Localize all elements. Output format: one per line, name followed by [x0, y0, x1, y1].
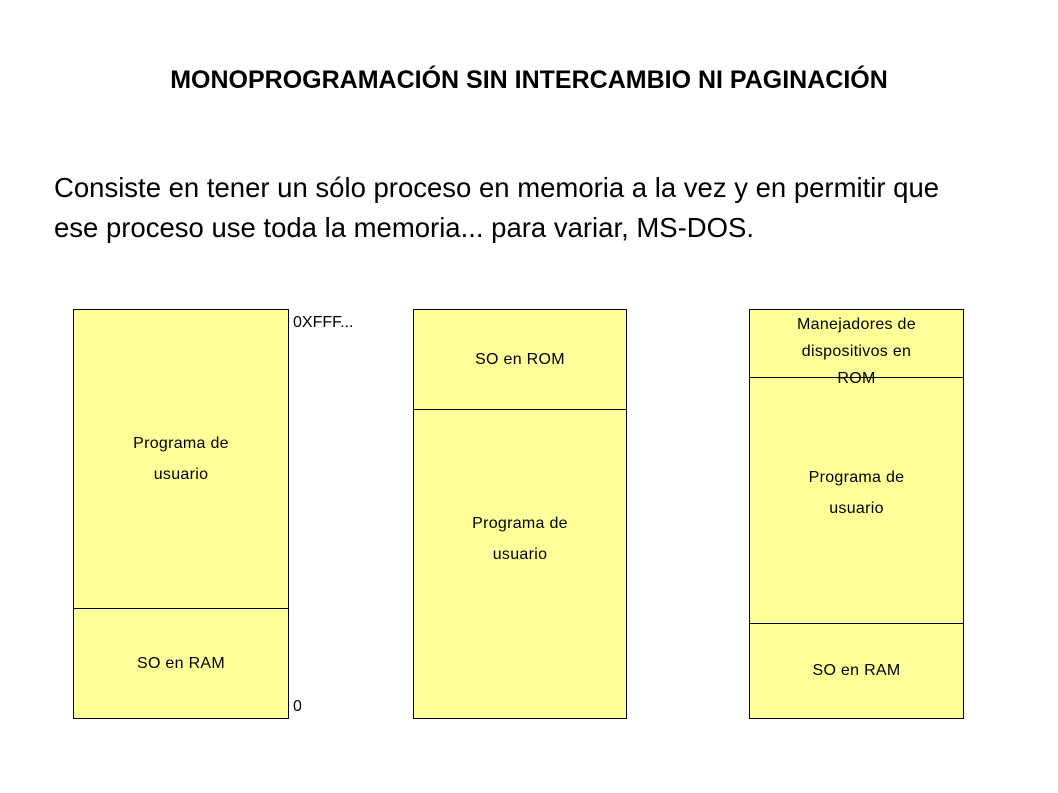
address-bottom-label: 0 — [293, 698, 302, 715]
slide-title: MONOPROGRAMACIÓN SIN INTERCAMBIO NI PAGINACIÓN — [170, 66, 888, 94]
label-line: Programa de — [133, 435, 229, 452]
segment-user-program — [74, 310, 288, 608]
segment-label — [475, 344, 565, 375]
segment-label — [812, 655, 900, 686]
segment-os-ram — [750, 623, 963, 718]
segment-user-program — [750, 438, 963, 548]
segment-os-rom — [414, 310, 626, 409]
label-line: usuario — [492, 546, 548, 563]
label-line: Programa de — [808, 469, 905, 486]
memory-diagram-2 — [413, 309, 627, 719]
label-line: Programa de — [472, 515, 568, 532]
segment-user-program — [414, 409, 626, 669]
segment-device-drivers-rom — [750, 310, 963, 397]
label-line: SO en RAM — [136, 654, 226, 672]
segment-label — [137, 648, 225, 679]
description-paragraph: Consiste en tener un sólo proceso en memoria a la vez y en permitir que ese proceso use toda la memoria... para variar, MS-DOS. — [54, 172, 940, 243]
label-line: SO en ROM — [475, 351, 565, 368]
label-line: usuario — [829, 500, 884, 517]
label-line: Manejadores de — [797, 316, 916, 333]
segment-os-ram — [74, 608, 288, 718]
label-line: dispositivos en — [801, 343, 912, 360]
label-line: ROM — [837, 370, 876, 387]
memory-diagram-3 — [749, 309, 964, 719]
segment-label — [809, 462, 905, 524]
segment-label — [133, 428, 229, 490]
segment-label — [797, 311, 916, 392]
label-line: SO en RAM — [812, 662, 901, 679]
label-line: usuario — [153, 466, 209, 483]
segment-label — [472, 508, 568, 570]
memory-diagram-1 — [73, 309, 289, 719]
address-top-label: 0XFFF... — [293, 314, 354, 331]
